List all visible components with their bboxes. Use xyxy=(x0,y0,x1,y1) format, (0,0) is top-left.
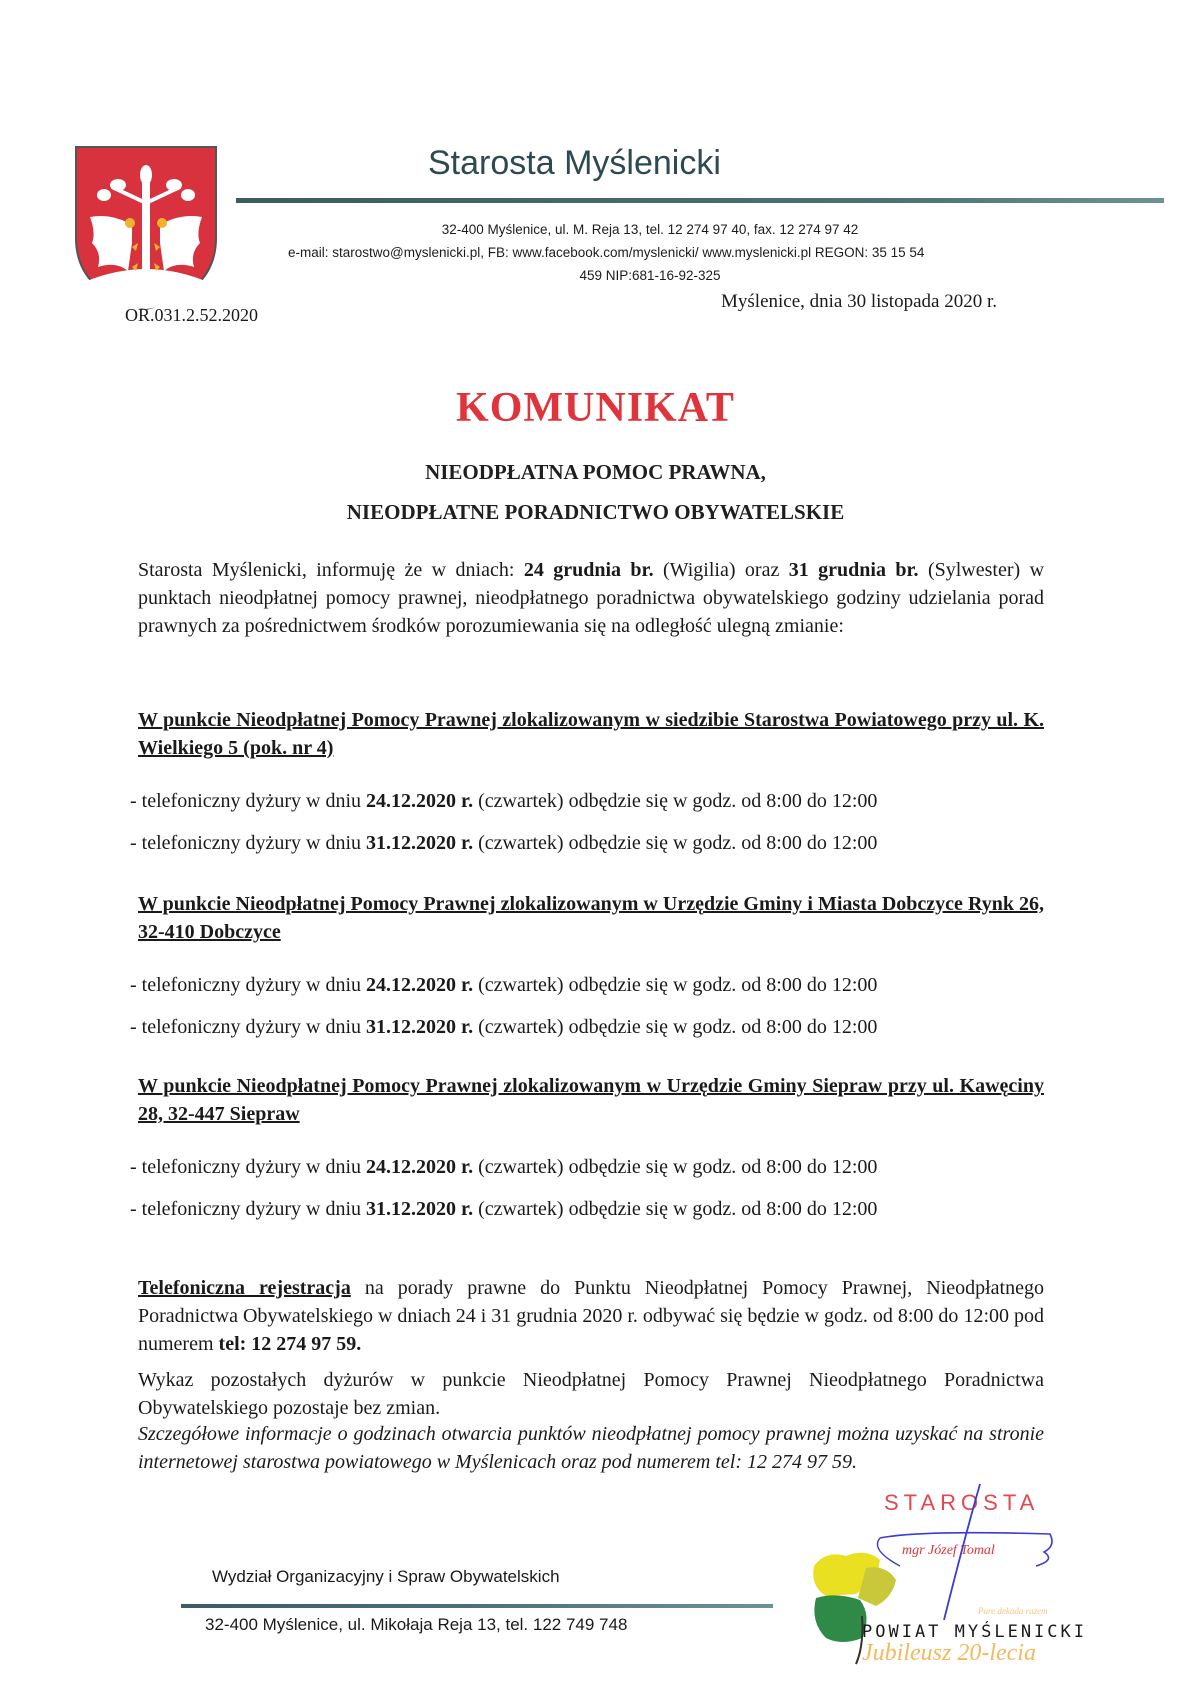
registration-label: Telefoniczna rejestracja xyxy=(138,1277,351,1299)
footer-address: 32-400 Myślenice, ul. Mikołaja Reja 13, tel. 122 749 748 xyxy=(205,1615,628,1634)
entry-date: 31.12.2020 r. xyxy=(366,1016,474,1038)
subtitle-line-2: NIEODPŁATNE PORADNICTWO OBYWATELSKIE xyxy=(346,500,845,524)
registration-paragraph xyxy=(138,1274,1044,1358)
subtitle-line-1: NIEODPŁATNA POMOC PRAWNA, xyxy=(425,460,766,484)
entry-prefix: - telefoniczny dyżury w dniu xyxy=(130,974,367,996)
registration-phone: tel: 12 274 97 59. xyxy=(218,1333,362,1355)
location-heading-siepraw: W punkcie Nieodpłatnej Pomocy Prawnej zlokalizowanym w Urzędzie Gminy Siepraw przy ul. Kawęciny 28, 32-447 Siepraw xyxy=(138,1075,1044,1125)
intro-date-2: 31 grudnia br. xyxy=(788,559,919,581)
entry-date: 24.12.2020 r. xyxy=(366,974,474,996)
entry-date: 24.12.2020 r. xyxy=(366,790,474,812)
header-divider xyxy=(236,198,1164,203)
schedule-entry xyxy=(130,1016,877,1039)
entry-date: 24.12.2020 r. xyxy=(366,1156,474,1178)
document-title: KOMUNIKAT xyxy=(456,385,735,431)
org-title: Starosta Myślenicki xyxy=(428,144,721,182)
schedule-entry xyxy=(130,1198,877,1221)
registration-text: na porady prawne do Punktu Nieodpłatnej Pomocy Prawnej, Nieodpłatnego Poradnictwa Obywatelskiego w dniach 24 i 31 grudnia 2020 r. odbywać się będzie w godz. od 8:00 do 12:00 pod numerem xyxy=(138,1277,1044,1355)
entry-prefix: - telefoniczny dyżury w dniu xyxy=(130,1198,367,1220)
other-duties-paragraph: Wykaz pozostałych dyżurów w punkcie Nieodpłatnej Pomocy Prawnej Nieodpłatnego Poradnictwa Obywatelskiego pozostaje bez zmian. xyxy=(138,1369,1044,1419)
contact-address: 32-400 Myślenice, ul. M. Reja 13, tel. 12 274 97 40, fax. 12 274 97 42 xyxy=(441,222,859,237)
entry-hours: (czwartek) odbędzie się w godz. od 8:00 do 12:00 xyxy=(473,974,878,996)
entry-date: 31.12.2020 r. xyxy=(366,832,474,854)
footer-divider xyxy=(181,1604,773,1608)
jubilee-text: Jubileusz 20-lecia xyxy=(862,1640,1036,1666)
powiat-logo-name: POWIAT MYŚLENICKI xyxy=(862,1622,1087,1642)
official-stamp: STAROSTA xyxy=(884,1490,1040,1515)
location-heading-starostwo: W punkcie Nieodpłatnej Pomocy Prawnej zlokalizowanym w siedzibie Starostwa Powiatowego przy ul. K. Wielkiego 5 (pok. nr 4) xyxy=(138,709,1044,759)
coat-of-arms-icon xyxy=(72,143,220,313)
details-paragraph: Szczegółowe informacje o godzinach otwarcia punktów nieodpłatnej pomocy prawnej można uzyskać na stronie internetowej starostwa powiatowego w Myślenicach oraz pod numerem tel: 12 274 97 59. xyxy=(138,1423,1044,1473)
intro-text: (Wigilia) oraz xyxy=(653,559,789,581)
entry-prefix: - telefoniczny dyżury w dniu xyxy=(130,1156,367,1178)
entry-prefix: - telefoniczny dyżury w dniu xyxy=(130,790,367,812)
intro-text: Starosta Myślenicki, informuję że w dniach: xyxy=(138,559,524,581)
schedule-entry xyxy=(130,832,877,855)
schedule-entry xyxy=(130,974,877,997)
schedule-entry xyxy=(130,1156,877,1179)
schedule-entry xyxy=(130,790,877,813)
entry-hours: (czwartek) odbędzie się w godz. od 8:00 do 12:00 xyxy=(473,832,878,854)
department-name: Wydział Organizacyjny i Spraw Obywatelskich xyxy=(212,1567,560,1586)
intro-paragraph xyxy=(138,556,1044,640)
intro-text: (Sylwester) w punktach nieodpłatnej pomocy prawnej, nieodpłatnego poradnictwa obywatelskiego godziny udzielania porad prawnych za pośrednictwem środków porozumiewania się na odległość ulegną zmianie: xyxy=(138,559,1045,637)
intro-date-1: 24 grudnia br. xyxy=(523,559,654,581)
entry-hours: (czwartek) odbędzie się w godz. od 8:00 do 12:00 xyxy=(473,1016,878,1038)
entry-hours: (czwartek) odbędzie się w godz. od 8:00 do 12:00 xyxy=(473,790,878,812)
entry-hours: (czwartek) odbędzie się w godz. od 8:00 do 12:00 xyxy=(473,1198,878,1220)
entry-date: 31.12.2020 r. xyxy=(366,1198,474,1220)
entry-hours: (czwartek) odbędzie się w godz. od 8:00 do 12:00 xyxy=(473,1156,878,1178)
contact-online: e-mail: starostwo@myslenicki.pl, FB: www.facebook.com/myslenicki/ www.myslenicki.pl REGON: 35 15 54 xyxy=(288,245,925,260)
entry-prefix: - telefoniczny dyżury w dniu xyxy=(130,832,367,854)
location-heading-dobczyce: W punkcie Nieodpłatnej Pomocy Prawnej zlokalizowanym w Urzędzie Gminy i Miasta Dobczyce Rynk 26, 32-410 Dobczyce xyxy=(138,893,1044,943)
contact-ids: 459 NIP:681-16-92-325 xyxy=(579,268,721,283)
handwritten-signature-icon xyxy=(860,1480,1060,1620)
signer-name: mgr Józef Tomal xyxy=(902,1543,995,1558)
reference-number: OR.031.2.52.2020 xyxy=(125,305,259,325)
entry-prefix: - telefoniczny dyżury w dniu xyxy=(130,1016,367,1038)
document-date: Myślenice, dnia 30 listopada 2020 r. xyxy=(721,291,997,312)
logo-slogan: Pare dekada razem xyxy=(978,1606,1048,1616)
